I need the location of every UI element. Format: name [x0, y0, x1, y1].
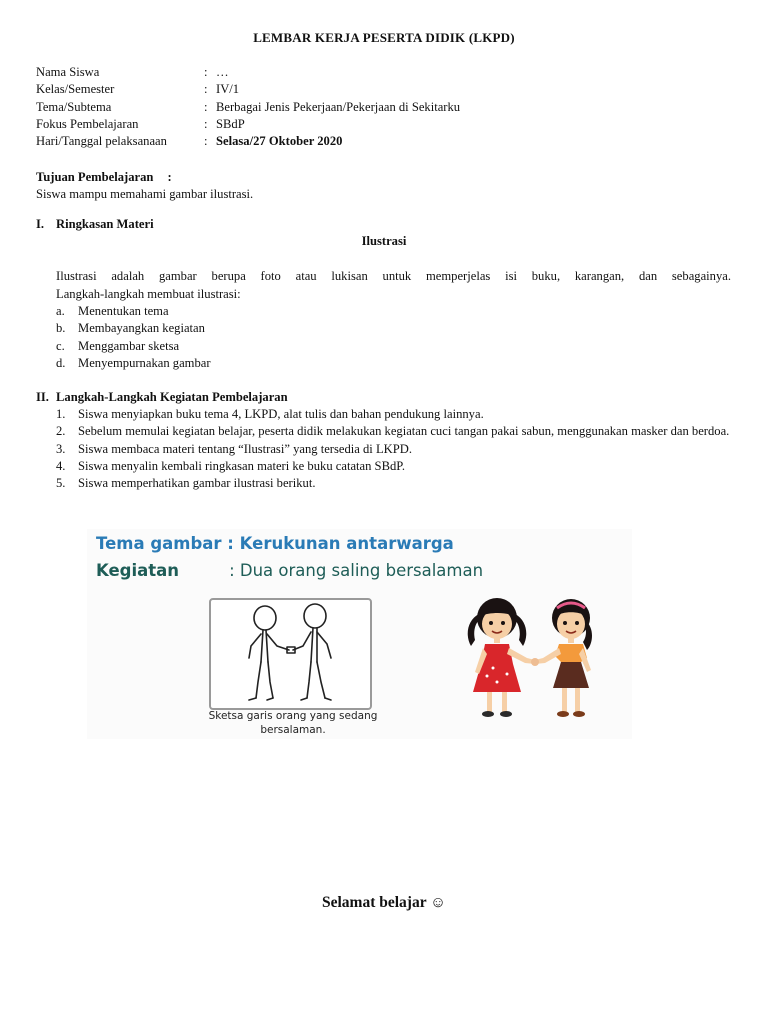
illustration-steps-list — [56, 303, 211, 372]
children-handshake-illustration — [457, 592, 617, 732]
list-item — [56, 475, 731, 492]
objective-heading — [36, 169, 253, 186]
list-text: Siswa menyalin kembali ringkasan materi ke buku catatan SBdP. — [78, 458, 406, 473]
info-label: Tema/Subtema — [36, 99, 112, 114]
list-text: Siswa membaca materi tentang “Ilustrasi” yang tersedia di LKPD. — [78, 441, 412, 456]
stick-figures-sketch — [211, 600, 370, 708]
section-activities-heading — [36, 389, 288, 406]
document-title: LEMBAR KERJA PESERTA DIDIK (LKPD) — [253, 30, 515, 45]
info-separator: : — [204, 99, 208, 114]
list-marker: d. — [56, 355, 66, 370]
material-paragraph — [56, 268, 731, 285]
list-marker: a. — [56, 304, 65, 318]
info-row-name — [36, 64, 460, 81]
section-heading: Langkah-Langkah Kegiatan Pembelajaran — [56, 390, 288, 404]
list-text: Membayangkan kegiatan — [78, 321, 205, 336]
children-illustration — [457, 592, 617, 727]
section-summary-heading — [36, 216, 732, 233]
objective-colon: : — [167, 170, 172, 184]
list-text: Menentukan tema — [78, 304, 169, 318]
learning-objective — [36, 169, 253, 204]
figure-activity-line — [96, 562, 483, 579]
activity-steps-list — [56, 406, 731, 492]
info-separator: : — [204, 134, 208, 149]
info-row-focus — [36, 116, 460, 133]
info-row-date — [36, 133, 460, 150]
info-value: IV/1 — [216, 82, 240, 97]
section-number: I. — [36, 217, 45, 231]
list-marker: 4. — [56, 458, 66, 473]
info-value: Selasa/27 Oktober 2020 — [216, 134, 343, 149]
section-number: II. — [36, 390, 49, 404]
info-separator: : — [204, 65, 208, 79]
illustration-figure — [87, 529, 632, 739]
list-item — [56, 355, 211, 372]
list-text: Menyempurnakan gambar — [78, 355, 211, 370]
student-info — [36, 64, 460, 150]
list-text: Menggambar sketsa — [78, 338, 180, 353]
material-subtitle: Ilustrasi — [361, 234, 407, 248]
info-label: Hari/Tanggal pelaksanaan — [36, 134, 167, 149]
list-marker: 5. — [56, 476, 66, 491]
info-value: Berbagai Jenis Pekerjaan/Pekerjaan di Sekitarku — [216, 99, 461, 114]
info-separator: : — [204, 82, 208, 97]
list-marker: b. — [56, 321, 66, 336]
steps-intro: Langkah-langkah membuat ilustrasi: — [56, 287, 241, 301]
info-separator: : — [204, 116, 208, 131]
list-item — [56, 406, 731, 423]
list-text: Siswa memperhatikan gambar ilustrasi berikut. — [78, 476, 316, 491]
list-item — [56, 303, 211, 320]
list-item — [56, 458, 731, 475]
info-value: SBdP — [216, 116, 245, 131]
info-label: Fokus Pembelajaran — [36, 116, 139, 131]
objective-heading-text: Tujuan Pembelajaran — [36, 170, 154, 184]
figure-theme-line: Tema gambar : Kerukunan antarwarga — [96, 534, 454, 553]
figure-activity-value: : Dua orang saling bersalaman — [229, 561, 484, 580]
objective-text: Siswa mampu memahami gambar ilustrasi. — [36, 187, 254, 202]
list-item — [56, 320, 211, 337]
info-row-theme — [36, 99, 460, 116]
list-text: Siswa menyiapkan buku tema 4, LKPD, alat tulis dan bahan pendukung lainnya. — [78, 407, 484, 421]
list-item — [56, 338, 211, 355]
list-item — [56, 441, 731, 458]
paragraph-text: Ilustrasi adalah gambar berupa foto atau lukisan untuk memperjelas isi buku, karangan, dan sebagainya. — [56, 269, 731, 283]
info-value: … — [216, 65, 229, 79]
info-label: Nama Siswa — [36, 65, 100, 79]
list-text: Sebelum memulai kegiatan belajar, peserta didik melakukan kegiatan cuci tangan pakai sabun, menggunakan masker dan berdoa. — [78, 424, 730, 439]
list-item — [56, 423, 731, 440]
list-marker: c. — [56, 338, 65, 353]
info-label: Kelas/Semester — [36, 82, 115, 97]
sketch-caption: Sketsa garis orang yang sedang bersalaman. — [208, 710, 378, 736]
list-marker: 3. — [56, 441, 66, 456]
handshake-sketch — [209, 598, 372, 710]
list-marker: 1. — [56, 407, 66, 421]
info-row-class — [36, 81, 460, 98]
closing-message: Selamat belajar ☺ — [321, 894, 447, 911]
list-marker: 2. — [56, 424, 66, 439]
figure-activity-label: Kegiatan — [96, 561, 180, 580]
section-heading: Ringkasan Materi — [56, 217, 154, 231]
